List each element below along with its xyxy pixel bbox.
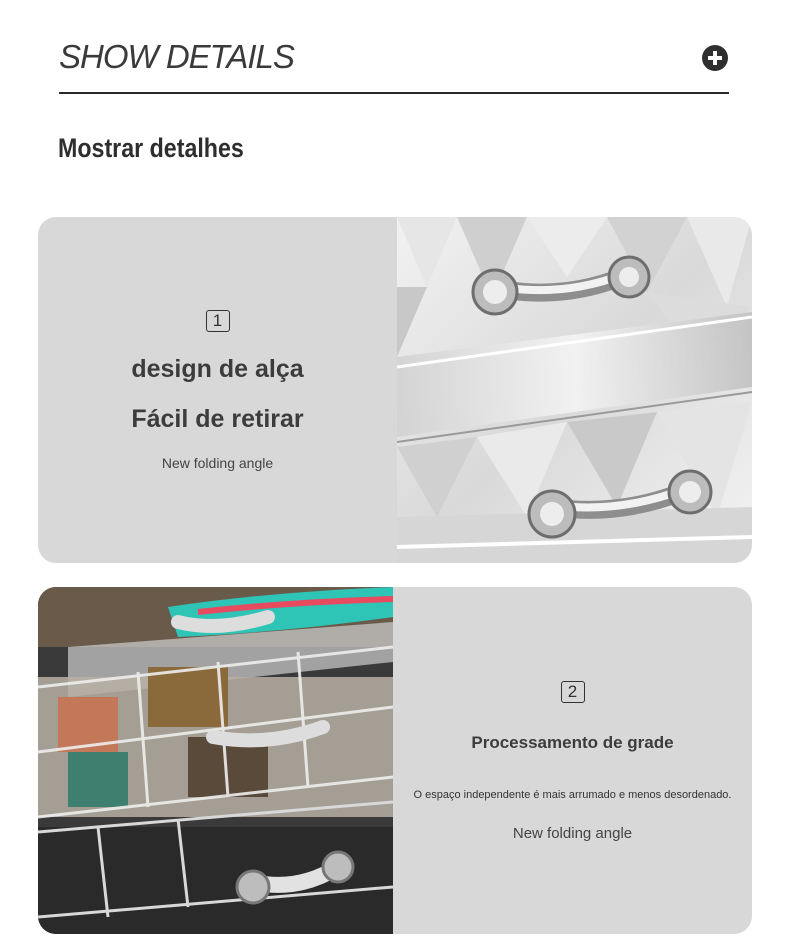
drawer-grid-image (38, 587, 393, 934)
feature-subtitle: Fácil de retirar (131, 405, 304, 433)
drawer-grid-photo (38, 587, 393, 934)
feature-number-badge: 1 (206, 310, 230, 332)
feature-info (38, 217, 397, 563)
page-subtitle: Mostrar detalhes (58, 133, 244, 163)
drawer-handle-photo (397, 217, 752, 563)
feature-caption: New folding angle (512, 825, 633, 842)
feature-number-badge: 2 (561, 681, 585, 703)
plus-circle-icon[interactable] (702, 45, 728, 71)
section-header (59, 36, 729, 94)
feature-info (393, 587, 752, 934)
feature-card-grid (38, 587, 752, 934)
drawer-handle-image (397, 217, 752, 563)
feature-description: O espaço independente é mais arrumado e menos desordenado. (413, 789, 732, 801)
feature-caption: New folding angle (161, 455, 274, 471)
feature-title: design de alça (131, 355, 304, 383)
section-title: SHOW DETAILS (59, 38, 294, 75)
feature-title: Processamento de grade (471, 733, 674, 752)
feature-card-handle (38, 217, 752, 563)
